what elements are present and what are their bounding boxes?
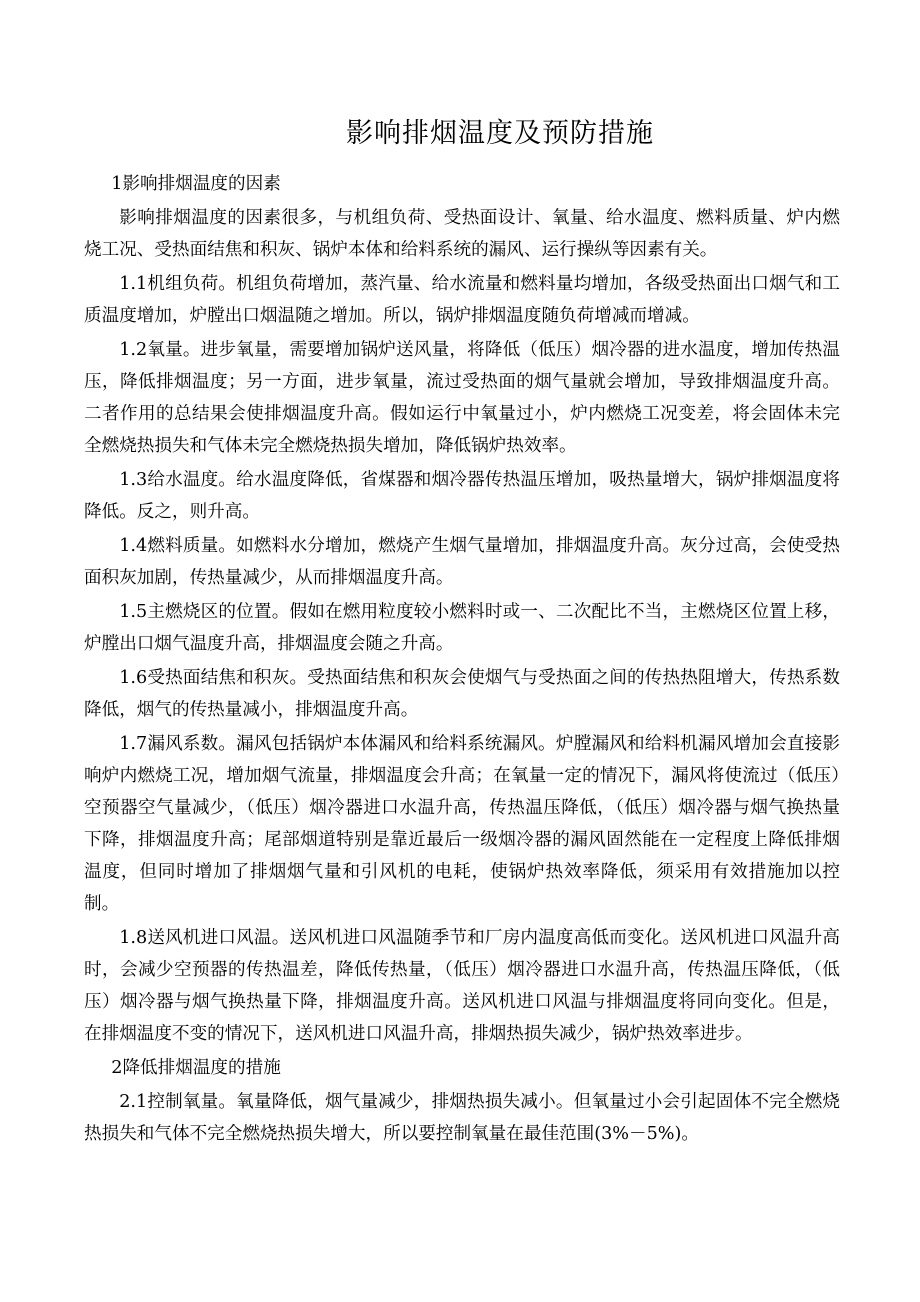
paragraph: 1.8送风机进口风温。送风机进口风温随季节和厂房内温度高低而变化。送风机进口风温升高时，会减少空预器的传热温差，降低传热量，（低压）烟冷器进口水温升高，传热温压降低，（低压）烟冷器与烟气换热量下降，排烟温度升高。送风机进口风温与排烟温度将同向变化。但是，在排烟温度不变的情况下，送风机进口风温升高，排烟热损失减少，锅炉热效率进步。: [84, 928, 840, 1044]
paragraph: 1.2氧量。进步氧量，需要增加锅炉送风量，将降低（低压）烟冷器的进水温度，增加传热温压，降低排烟温度；另一方面，进步氧量，流过受热面的烟气量就会增加，导致排烟温度升高。二者作用的总结果会使排烟温度升高。假如运行中氧量过小，炉内燃烧工况变差，将会固体未完全燃烧热损失和气体未完全燃烧热损失增加，降低锅炉热效率。: [84, 340, 840, 456]
paragraph: 影响排烟温度的因素很多，与机组负荷、受热面设计、氧量、给水温度、燃料质量、炉内燃烧工况、受热面结焦和积灰、锅炉本体和给料系统的漏风、运行操纵等因素有关。: [84, 208, 840, 260]
paragraph: 1.4燃料质量。如燃料水分增加，燃烧产生烟气量增加，排烟温度升高。灰分过高，会使受热面积灰加剧，传热量减少，从而排烟温度升高。: [84, 536, 840, 588]
paragraph: 1.7漏风系数。漏风包括锅炉本体漏风和给料系统漏风。炉膛漏风和给料机漏风增加会直接影响炉内燃烧工况，增加烟气流量，排烟温度会升高；在氧量一定的情况下，漏风将使流过（低压）空预器空气量减少，（低压）烟冷器进口水温升高，传热温压降低，（低压）烟冷器与烟气换热量下降，排烟温度升高；尾部烟道特别是靠近最后一级烟冷器的漏风固然能在一定程度上降低排烟温度，但同时增加了排烟烟气量和引风机的电耗，使锅炉热效率降低，须采用有效措施加以控制。: [84, 734, 840, 914]
paragraph: 1.6受热面结焦和积灰。受热面结焦和积灰会使烟气与受热面之间的传热热阻增大，传热系数降低，烟气的传热量减小，排烟温度升高。: [84, 668, 840, 720]
paragraph: 2.1控制氧量。氧量降低，烟气量减少，排烟热损失减小。但氧量过小会引起固体不完全燃烧热损失和气体不完全燃烧热损失增大，所以要控制氧量在最佳范围(3%－5%)。: [84, 1092, 840, 1144]
paragraph: 1.3给水温度。给水温度降低，省煤器和烟冷器传热温压增加，吸热量增大，锅炉排烟温度将降低。反之，则升高。: [84, 470, 840, 522]
section-heading: 1影响排烟温度的因素: [111, 174, 281, 194]
section-heading: 2降低排烟温度的措施: [111, 1058, 281, 1078]
paragraph: 1.5主燃烧区的位置。假如在燃用粒度较小燃料时或一、二次配比不当，主燃烧区位置上移，炉膛出口烟气温度升高，排烟温度会随之升高。: [84, 602, 840, 654]
document-title: 影响排烟温度及预防措施: [346, 118, 654, 149]
document-body: [84, 168, 840, 1152]
paragraph: 1.1机组负荷。机组负荷增加，蒸汽量、给水流量和燃料量均增加，各级受热面出口烟气和工质温度增加，炉膛出口烟温随之增加。所以，锅炉排烟温度随负荷增减而增减。: [84, 274, 840, 326]
